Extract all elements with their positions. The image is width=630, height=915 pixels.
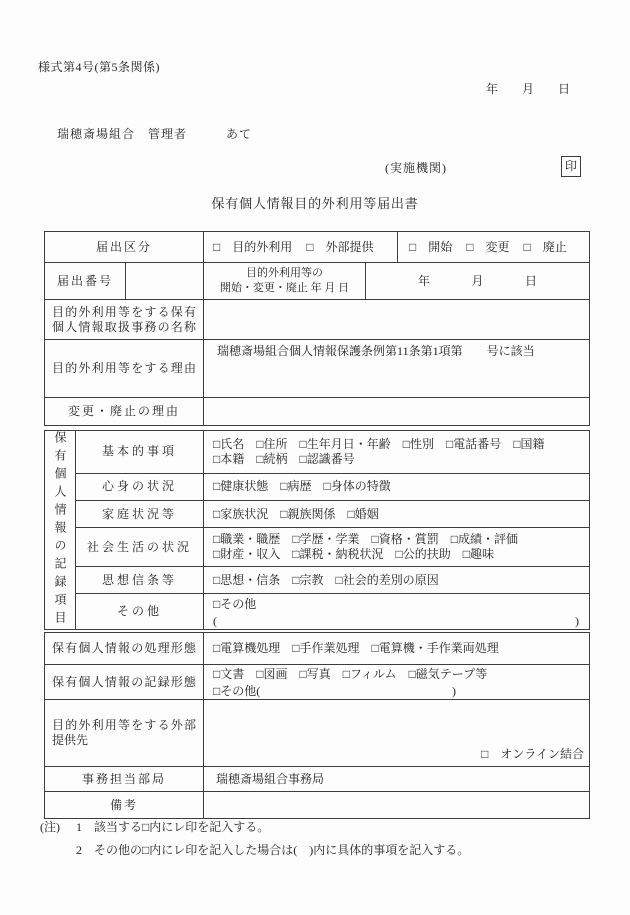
date-label-line1: 目的外利用等の: [246, 267, 324, 280]
footnote-prefix-spacer: [40, 843, 76, 858]
basic-items-line1: [213, 437, 583, 452]
remarks-label: 備考: [45, 792, 204, 819]
mind-body-label: 心身の状況: [76, 473, 204, 500]
external-recipient-value: [204, 700, 590, 767]
recorded-items-vertical-label-cell: [45, 431, 76, 630]
seal-box: [561, 156, 581, 177]
department-value: 瑞穂斎場組合事務局: [204, 767, 590, 792]
checkbox-option: □その他: [213, 596, 257, 611]
checkbox-option: □住所: [256, 436, 288, 451]
checkbox-option: □図画: [256, 667, 288, 681]
other-items-line1: [204, 595, 589, 614]
footnote-1-number: 1: [76, 820, 82, 834]
footnote-2-number: 2: [76, 843, 82, 857]
task-name-label-line2: 個人情報取扱事務の名称: [52, 319, 197, 334]
external-recipient-label: [45, 700, 204, 767]
form-number: 様式第4号(第5条関係): [38, 60, 160, 74]
checkbox-option: □生年月日・年齢: [299, 436, 391, 451]
footnote-2-text: その他の□内にレ印を記入した場合は( )内に具体的事項を記入する。: [94, 843, 470, 857]
checkbox-option: □氏名: [213, 436, 245, 451]
checkbox-option: □宗教: [292, 572, 324, 587]
checkbox-option: □続柄: [256, 451, 288, 466]
footnote-1: [40, 820, 605, 835]
checkbox-option: □親族関係: [280, 506, 336, 521]
mind-body-options: [204, 473, 590, 500]
checkbox-option: □電話番号: [446, 436, 502, 451]
checkbox-option: □国籍: [513, 436, 545, 451]
checkbox-option: □趣味: [462, 547, 494, 562]
row-record-form: [45, 665, 590, 700]
checkbox-option: □ 外部提供: [306, 239, 374, 254]
notification-number-label: 届出番号: [45, 263, 126, 300]
external-recipient-label-line1: 目的外利用等をする外部: [52, 718, 196, 732]
processing-form-options: [204, 633, 590, 665]
beliefs-options: [204, 567, 590, 594]
record-form-label: 保有個人情報の記録形態: [45, 665, 204, 700]
checkbox-option: □本籍: [213, 451, 245, 466]
notification-type-options: [204, 232, 398, 263]
addressee-line: 瑞穂斎場組合 管理者 あて: [57, 127, 253, 141]
social-life-line2: [213, 547, 583, 562]
row-basic-items: [45, 431, 590, 474]
social-life-options: [204, 528, 590, 567]
checkbox-option: □婚姻: [347, 506, 379, 521]
basic-items-line2: [213, 452, 583, 467]
row-change-reason: [45, 398, 590, 426]
reason-label: 目的外利用等をする理由: [45, 340, 204, 398]
checkbox-option: □認識番号: [299, 451, 355, 466]
notification-status-options: [398, 232, 590, 263]
external-recipient-label-line2: 提供先: [52, 733, 89, 747]
other-items-label: その他: [76, 594, 204, 630]
checkbox-option: □課税・納税状況: [292, 547, 384, 562]
date-line: 年 月 日: [485, 82, 570, 96]
row-social-life: [45, 528, 590, 567]
family-label: 家庭状況等: [76, 501, 204, 528]
checkbox-option: □身体の特徴: [323, 479, 391, 494]
checkbox-option: □ 開始: [409, 239, 453, 254]
other-items-paren-line: [204, 614, 589, 629]
task-name-label: [45, 300, 204, 340]
date-unit: 年: [418, 273, 431, 288]
date-label-line2: 開始・変更・廃止 年 月 日: [219, 282, 350, 294]
recorded-items-vertical-label: 保有個人情報の記録項目: [53, 431, 67, 629]
checkbox-option: □手作業処理: [292, 641, 360, 655]
checkbox-option: □病歴: [280, 479, 312, 494]
record-form-other-close: ): [452, 684, 456, 698]
checkbox-option: □ 変更: [466, 239, 510, 254]
record-form-other-open: □その他(: [213, 684, 261, 698]
checkbox-option: □家族状況: [213, 506, 269, 521]
online-link-option: □ オンライン結合: [481, 747, 584, 761]
row-processing-form: [45, 633, 590, 665]
seal-character: 印: [564, 159, 577, 173]
implementing-agency-label: (実施機関): [385, 161, 447, 175]
checkbox-option: □フィルム: [342, 667, 397, 681]
checkbox-option: □電算機処理: [213, 641, 281, 655]
table-section-recorded-items: [44, 430, 590, 630]
row-reason: [45, 340, 590, 398]
footnote-2: [40, 843, 605, 858]
row-mind-body: [45, 473, 590, 500]
date-units: [366, 274, 589, 289]
start-change-abolish-date-label: [204, 263, 366, 300]
change-reason-value: [204, 398, 590, 426]
row-external-recipient: [45, 700, 590, 767]
row-other-items: [45, 594, 590, 630]
checkbox-option: □健康状態: [213, 479, 269, 494]
task-name-value: [204, 300, 590, 340]
processing-form-label: 保有個人情報の処理形態: [45, 633, 204, 665]
date-unit: 日: [524, 273, 537, 288]
row-family: [45, 501, 590, 528]
footnote-1-text: 該当する□内にレ印を記入する。: [94, 820, 270, 834]
row-remarks: [45, 792, 590, 819]
checkbox-option: □職業・職歴: [213, 532, 281, 547]
checkbox-option: □写真: [299, 667, 331, 681]
checkbox-option: □ 目的外利用: [213, 239, 293, 254]
row-department: [45, 767, 590, 792]
basic-items-label: 基本的事項: [76, 431, 204, 474]
department-label: 事務担当部局: [45, 767, 204, 792]
row-task-name: [45, 300, 590, 340]
record-form-other-line: [204, 684, 456, 699]
checkbox-option: □公的扶助: [395, 547, 451, 562]
notification-type-label: 届出区分: [45, 232, 204, 263]
paren-close: ): [575, 613, 579, 628]
date-unit: 月: [471, 273, 484, 288]
paren-open: (: [213, 613, 217, 628]
footnote-prefix: (注): [40, 820, 60, 834]
checkbox-option: □資格・賞罰: [371, 532, 439, 547]
checkbox-option: □財産・収入: [213, 547, 281, 562]
table-section-bottom: [44, 632, 590, 819]
change-reason-label: 変更・廃止の理由: [45, 398, 204, 426]
footnotes: [40, 820, 605, 866]
remarks-value: [204, 792, 590, 819]
start-change-abolish-date-value: [366, 263, 590, 300]
family-options: [204, 501, 590, 528]
checkbox-option: □ 廃止: [523, 239, 567, 254]
notification-number-value: [126, 263, 204, 300]
beliefs-label: 思想信条等: [76, 567, 204, 594]
record-form-options: [204, 665, 590, 700]
reason-value: 瑞穂斎場組合個人情報保護条例第11条第1項第 号に該当: [204, 340, 590, 398]
checkbox-option: □磁気テープ等: [408, 667, 488, 681]
checkbox-option: □学歴・学業: [292, 532, 360, 547]
checkbox-option: □成績・評価: [450, 532, 518, 547]
other-items-options: [204, 594, 590, 630]
row-beliefs: [45, 567, 590, 594]
checkbox-option: □電算機・手作業両処理: [371, 641, 499, 655]
checkbox-option: □性別: [402, 436, 434, 451]
table-section-top: [44, 231, 590, 426]
row-notification-type: [45, 232, 590, 263]
basic-items-options: [204, 431, 590, 474]
row-notification-number: [45, 263, 590, 300]
checkbox-option: □文書: [213, 667, 245, 681]
record-form-line1: [204, 665, 589, 684]
form-title: 保有個人情報目的外利用等届出書: [211, 196, 419, 211]
social-life-label: 社会生活の状況: [76, 528, 204, 567]
checkbox-option: □思想・信条: [213, 572, 281, 587]
checkbox-option: □社会的差別の原因: [335, 572, 439, 587]
task-name-label-line1: 目的外利用等をする保有: [52, 304, 197, 319]
social-life-line1: [213, 532, 583, 547]
